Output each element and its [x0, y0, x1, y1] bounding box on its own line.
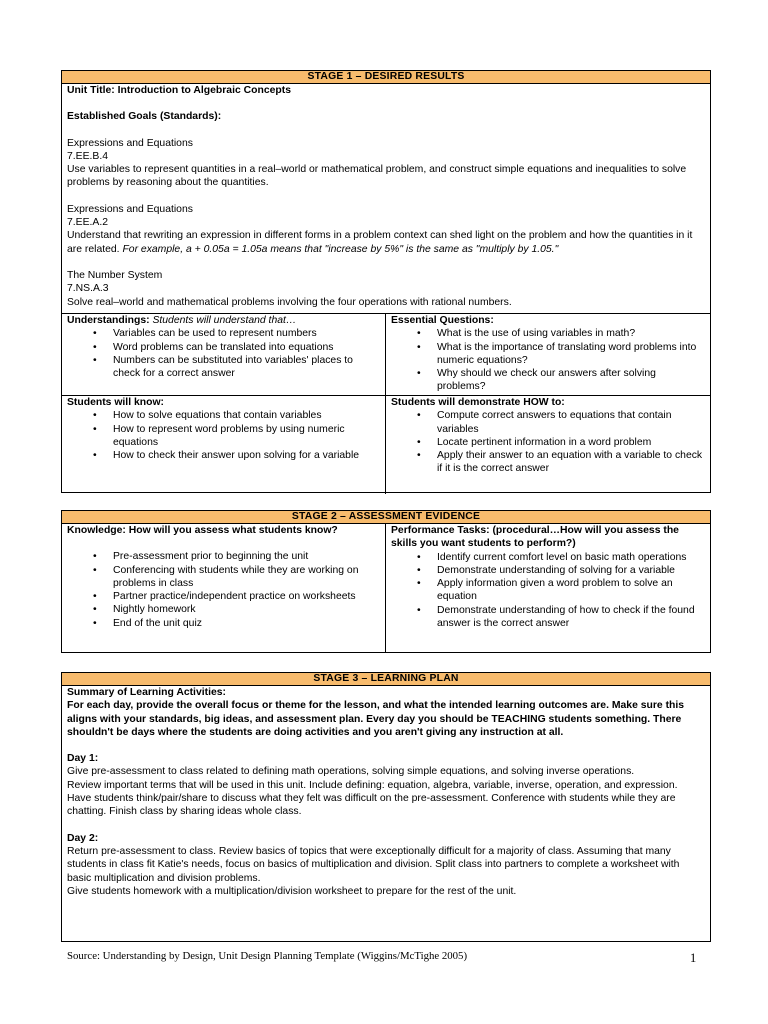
list-item: • Word problems can be translated into equations [67, 341, 381, 354]
page-number: 1 [690, 951, 697, 965]
students-know-list [67, 409, 381, 462]
standard-code: 7.EE.A.2 [67, 217, 109, 229]
list-item: • Partner practice/independent practice on worksheets [67, 590, 381, 603]
day-label: Day 1: [67, 753, 99, 765]
day-label: Day 2: [67, 832, 99, 844]
performance-cell [386, 524, 710, 653]
demonstrate-label: Students will demonstrate HOW to: [391, 397, 565, 408]
list-item: • How to solve equations that contain variables [67, 409, 381, 422]
list-item: • Compute correct answers to equations that contain variables [391, 409, 706, 436]
stage3-header: STAGE 3 – LEARNING PLAN [62, 673, 710, 686]
list-item: • Demonstrate understanding of solving for a variable [391, 564, 706, 577]
essential-questions-list [391, 327, 706, 393]
essential-questions-label: Essential Questions: [391, 315, 494, 326]
unit-title: Unit Title: Introduction to Algebraic Concepts [67, 85, 291, 96]
day-paragraph: Have students think/pair/share to discuss what they felt was difficult on the pre-assessment. Conference with students while they are chatting. Finish class by sharing ideas whole class. [67, 793, 676, 818]
standard-domain: The Number System [67, 269, 163, 281]
list-item: • Pre-assessment prior to beginning the unit [67, 550, 381, 563]
understandings-cell [62, 314, 386, 395]
performance-label: Performance Tasks: (procedural…How will you assess the skills you want students to perform?) [391, 525, 679, 550]
list-item: • Numbers can be substituted into variables' places to check for a correct answer [67, 354, 381, 381]
stage3-table [61, 672, 711, 942]
stage2-header: STAGE 2 – ASSESSMENT EVIDENCE [62, 511, 710, 524]
day-paragraph: Give students homework with a multiplication/division worksheet to prepare for the rest of the unit. [67, 885, 517, 897]
essential-questions-cell [386, 314, 710, 395]
knowledge-cell [62, 524, 386, 653]
standard-text: Solve real–world and mathematical problems involving the four operations with rational numbers. [67, 296, 512, 308]
students-know-cell [62, 396, 386, 494]
day-paragraph: Return pre-assessment to class. Review basics of topics that were exceptionally difficult for a majority of class. Assuming that many students in class fit Katie's needs, focus on basics of multiplication and division. Split class into partners to complete a worksheet with basic multiplication and division problems. [67, 845, 680, 884]
stage1-table [61, 70, 711, 493]
understandings-label: Understandings: [67, 315, 150, 326]
list-item: • Locate pertinent information in a word problem [391, 436, 706, 449]
understandings-row [62, 313, 710, 395]
standard-domain: Expressions and Equations [67, 137, 193, 149]
know-row [62, 395, 710, 494]
understandings-list [67, 327, 381, 380]
demonstrate-list [391, 409, 706, 475]
standard-text: Use variables to represent quantities in a real–world or mathematical problem, and construct simple equations and inequalities to solve problems by reasoning about the quantities. [67, 164, 687, 189]
list-item: • How to check their answer upon solving for a variable [67, 449, 381, 462]
standard-code: 7.EE.B.4 [67, 150, 109, 162]
stage2-table [61, 510, 711, 653]
list-item: • Why should we check our answers after solving problems? [391, 367, 706, 394]
learning-plan-cell [62, 686, 710, 898]
standard-text: Understand that rewriting an expression in different forms in a problem context can shed light on the problem and how the quantities in it are related. [67, 230, 693, 255]
goals-heading: Established Goals (Standards): [67, 111, 222, 123]
summary-label: Summary of Learning Activities: [67, 687, 226, 698]
standard-code: 7.NS.A.3 [67, 283, 109, 295]
students-know-label: Students will know: [67, 397, 164, 408]
list-item: • Variables can be used to represent numbers [67, 327, 381, 340]
list-item: • Apply information given a word problem to solve an equation [391, 577, 706, 604]
understandings-heading [67, 314, 381, 327]
list-item: • What is the use of using variables in math? [391, 327, 706, 340]
performance-list [391, 551, 706, 631]
standard-domain: Expressions and Equations [67, 203, 193, 215]
list-item: • End of the unit quiz [67, 617, 381, 630]
stage1-header: STAGE 1 – DESIRED RESULTS [62, 71, 710, 84]
day-paragraph: Review important terms that will be used in this unit. Include defining: equation, algebra, variable, inverse, operation, and expression. [67, 779, 678, 791]
list-item: • How to represent word problems by using numeric equations [67, 423, 381, 450]
demonstrate-cell [386, 396, 710, 494]
list-item: • Conferencing with students while they are working on problems in class [67, 564, 381, 591]
knowledge-list [67, 550, 381, 630]
stage1-goals-cell [62, 84, 710, 313]
assessment-row [62, 524, 710, 653]
list-item: • Apply their answer to an equation with a variable to check if it is the correct answer [391, 449, 706, 476]
list-item: • What is the importance of translating word problems into numeric equations? [391, 341, 706, 368]
summary-text: For each day, provide the overall focus or theme for the lesson, and what the intended learning outcomes are. Make sure this aligns with your standards, big ideas, and assessment plan. Every day you should be TEACHING students something. There shouldn't be days where the students are doing activities and you aren't giving any instruction at all. [67, 700, 685, 738]
list-item: • Nightly homework [67, 603, 381, 616]
footer-source: Source: Understanding by Design, Unit Design Planning Template (Wiggins/McTighe 2005) [67, 950, 468, 962]
standard-example: For example, a + 0.05a = 1.05a means that "increase by 5%" is the same as "multiply by 1.05." [122, 243, 559, 255]
list-item: • Demonstrate understanding of how to check if the found answer is the correct answer [391, 604, 706, 631]
standard-text-with-example [67, 229, 705, 256]
day-paragraph: Give pre-assessment to class related to defining math operations, solving simple equations, and solving inverse operations. [67, 766, 635, 778]
list-item: • Identify current comfort level on basic math operations [391, 551, 706, 564]
knowledge-label: Knowledge: How will you assess what students know? [67, 525, 338, 536]
understandings-intro: Students will understand that… [152, 315, 297, 326]
